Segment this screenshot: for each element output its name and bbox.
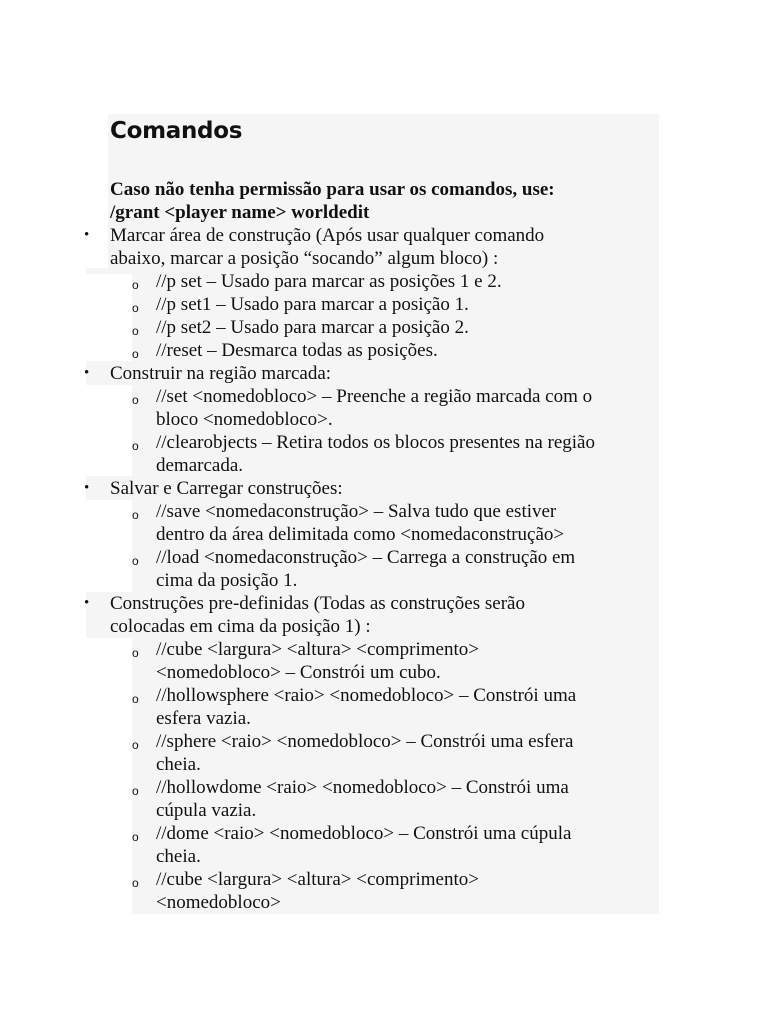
- sublist: [110, 500, 658, 592]
- list-item: [156, 500, 658, 546]
- section-salvar-carregar: [110, 477, 658, 592]
- item-line: o //dome <raio> <nomedobloco> – Constrói uma cúpula: [156, 823, 572, 844]
- item-line: bloco <nomedobloco>.: [156, 409, 333, 430]
- list-item: [156, 339, 658, 362]
- section-heading-line: • Construções pre-definidas (Todas as construções serão: [110, 593, 525, 614]
- list-item: [156, 868, 658, 914]
- intro-text: [110, 178, 555, 224]
- section-heading-line: • Construir na região marcada:: [110, 363, 332, 384]
- intro-line: /grant <player name> worldedit: [110, 202, 370, 223]
- section-heading-line: • Marcar área de construção (Após usar qualquer comando: [110, 225, 545, 246]
- list-item: [156, 684, 658, 730]
- item-line: o //hollowsphere <raio> <nomedobloco> – Constrói uma: [156, 685, 577, 706]
- item-line: o //save <nomedaconstrução> – Salva tudo que estiver: [156, 501, 557, 522]
- item-line: o //set <nomedobloco> – Preenche a região marcada com o: [156, 386, 593, 407]
- item-line: o //p set1 – Usado para marcar a posição 1.: [156, 294, 469, 315]
- list-item: [156, 730, 658, 776]
- list-item: [156, 546, 658, 592]
- item-line: o //reset – Desmarca todas as posições.: [156, 340, 438, 361]
- item-line: demarcada.: [156, 455, 244, 476]
- section-heading-line: • Salvar e Carregar construções:: [110, 478, 343, 499]
- item-line: <nomedobloco> – Constrói um cubo.: [156, 662, 441, 683]
- item-line: dentro da área delimitada como <nomedaconstrução>: [156, 524, 565, 545]
- item-line: cima da posição 1.: [156, 570, 298, 591]
- item-line: cheia.: [156, 754, 201, 775]
- section-construir: [110, 362, 658, 477]
- item-line: o //clearobjects – Retira todos os blocos presentes na região: [156, 432, 595, 453]
- section-construcoes-predefinidas: [110, 592, 658, 914]
- section-heading-line: colocadas em cima da posição 1) :: [110, 616, 371, 637]
- item-line: <nomedobloco>: [156, 892, 281, 913]
- item-line: o //cube <largura> <altura> <comprimento>: [156, 869, 479, 890]
- item-line: o //sphere <raio> <nomedobloco> – Constrói uma esfera: [156, 731, 574, 752]
- list-item: [156, 385, 658, 431]
- item-line: esfera vazia.: [156, 708, 251, 729]
- section-heading-line: abaixo, marcar a posição “socando” algum bloco) :: [110, 248, 499, 269]
- item-line: o //p set2 – Usado para marcar a posição 2.: [156, 317, 469, 338]
- list-item: [156, 270, 658, 293]
- list-item: [156, 316, 658, 339]
- intro-line: Caso não tenha permissão para usar os comandos, use:: [110, 179, 555, 200]
- sublist: [110, 270, 658, 362]
- page-title: Comandos: [110, 118, 243, 144]
- list-item: [156, 638, 658, 684]
- command-list: [110, 224, 658, 914]
- list-item: [156, 431, 658, 477]
- list-item: [156, 776, 658, 822]
- item-line: o //p set – Usado para marcar as posições 1 e 2.: [156, 271, 502, 292]
- item-line: cúpula vazia.: [156, 800, 257, 821]
- item-line: o //cube <largura> <altura> <comprimento>: [156, 639, 479, 660]
- list-item: [156, 822, 658, 868]
- item-line: o //load <nomedaconstrução> – Carrega a construção em: [156, 547, 576, 568]
- item-line: cheia.: [156, 846, 201, 867]
- sublist: [110, 638, 658, 914]
- sublist: [110, 385, 658, 477]
- list-item: [156, 293, 658, 316]
- item-line: o //hollowdome <raio> <nomedobloco> – Constrói uma: [156, 777, 569, 798]
- section-marcar-area: [110, 224, 658, 362]
